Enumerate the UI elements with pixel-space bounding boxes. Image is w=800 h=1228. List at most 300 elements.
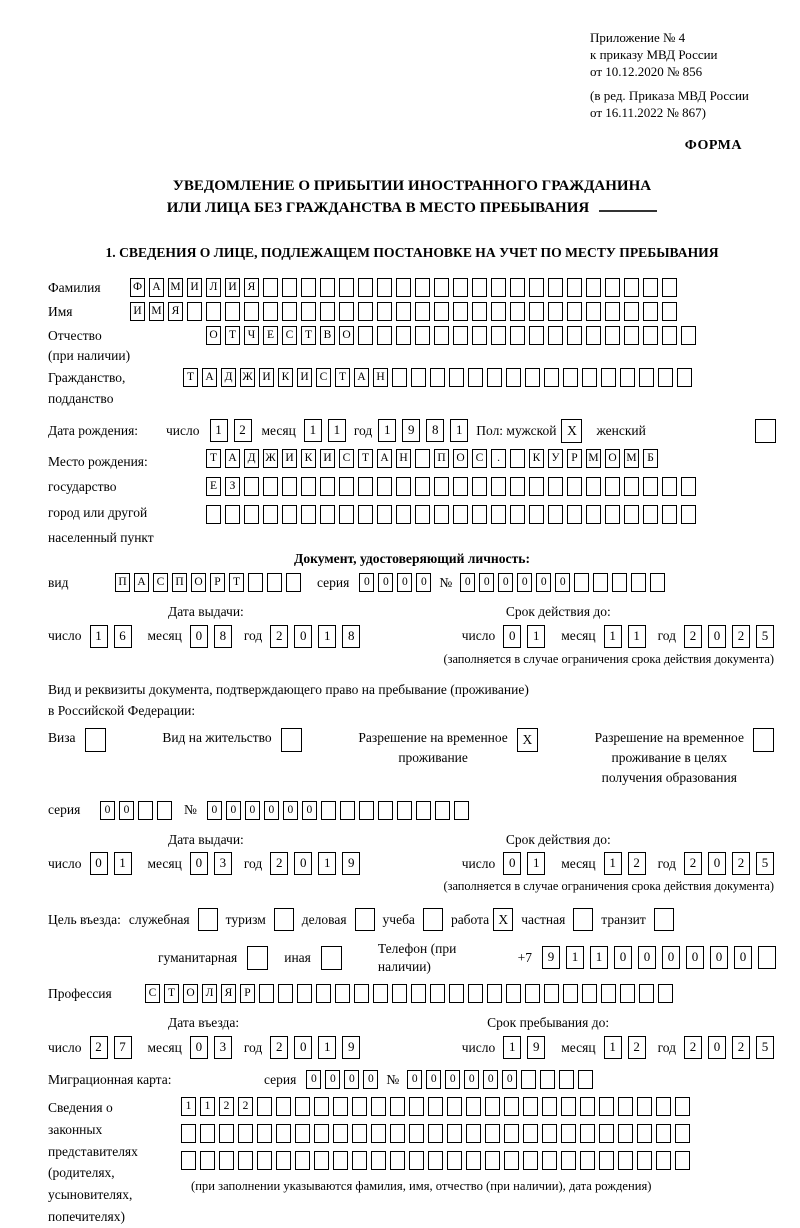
char-box[interactable] — [409, 1124, 424, 1143]
char-box[interactable]: И — [225, 278, 240, 297]
char-box[interactable] — [396, 326, 411, 345]
char-box[interactable]: Б — [643, 449, 658, 468]
char-box[interactable]: С — [316, 368, 331, 387]
char-box[interactable] — [580, 1097, 595, 1116]
char-box[interactable] — [578, 1070, 593, 1089]
char-box[interactable]: Д — [244, 449, 259, 468]
char-box[interactable]: 2 — [732, 852, 750, 875]
char-box[interactable] — [675, 1097, 690, 1116]
char-box[interactable] — [523, 1151, 538, 1170]
char-box[interactable]: К — [278, 368, 293, 387]
char-box[interactable]: 1 — [318, 852, 336, 875]
char-box[interactable] — [200, 1151, 215, 1170]
char-box[interactable] — [656, 1097, 671, 1116]
char-box[interactable]: 9 — [527, 1036, 545, 1059]
char-box[interactable]: 9 — [342, 1036, 360, 1059]
char-box[interactable]: 1 — [90, 625, 108, 648]
char-box[interactable] — [282, 505, 297, 524]
char-box[interactable] — [392, 984, 407, 1003]
char-box[interactable]: 0 — [378, 573, 393, 592]
char-box[interactable] — [582, 368, 597, 387]
char-box[interactable]: Т — [229, 573, 244, 592]
char-box[interactable] — [510, 449, 525, 468]
char-box[interactable] — [548, 278, 563, 297]
char-box[interactable]: И — [320, 449, 335, 468]
char-box[interactable]: 2 — [234, 419, 252, 442]
char-box[interactable] — [529, 302, 544, 321]
char-box[interactable] — [333, 1097, 348, 1116]
char-box[interactable] — [415, 449, 430, 468]
char-box[interactable] — [491, 302, 506, 321]
char-box[interactable] — [643, 278, 658, 297]
char-box[interactable] — [504, 1097, 519, 1116]
char-box[interactable]: Я — [168, 302, 183, 321]
char-box[interactable]: 0 — [226, 801, 241, 820]
char-box[interactable]: 0 — [294, 852, 312, 875]
char-box[interactable] — [525, 984, 540, 1003]
char-box[interactable] — [390, 1151, 405, 1170]
char-box[interactable]: Е — [263, 326, 278, 345]
char-box[interactable] — [510, 505, 525, 524]
char-box[interactable] — [263, 477, 278, 496]
char-box[interactable] — [601, 984, 616, 1003]
char-box[interactable]: 0 — [503, 625, 521, 648]
char-box[interactable]: 0 — [190, 852, 208, 875]
char-box[interactable] — [396, 505, 411, 524]
char-box[interactable] — [561, 1151, 576, 1170]
purpose-other-checkbox[interactable] — [321, 946, 342, 970]
char-box[interactable] — [567, 326, 582, 345]
char-box[interactable]: И — [297, 368, 312, 387]
char-box[interactable]: К — [301, 449, 316, 468]
char-box[interactable] — [472, 477, 487, 496]
char-box[interactable]: 2 — [684, 852, 702, 875]
char-box[interactable] — [567, 505, 582, 524]
char-box[interactable]: 0 — [245, 801, 260, 820]
char-box[interactable] — [643, 505, 658, 524]
char-box[interactable]: 1 — [318, 1036, 336, 1059]
char-box[interactable] — [485, 1097, 500, 1116]
char-box[interactable] — [333, 1124, 348, 1143]
char-box[interactable] — [574, 573, 589, 592]
char-box[interactable] — [248, 573, 263, 592]
char-box[interactable] — [618, 1097, 633, 1116]
char-box[interactable] — [542, 1151, 557, 1170]
char-box[interactable] — [453, 326, 468, 345]
char-box[interactable] — [662, 302, 677, 321]
char-box[interactable] — [563, 984, 578, 1003]
char-box[interactable] — [559, 1070, 574, 1089]
char-box[interactable]: 0 — [344, 1070, 359, 1089]
char-box[interactable] — [339, 477, 354, 496]
char-box[interactable] — [601, 368, 616, 387]
char-box[interactable]: Л — [202, 984, 217, 1003]
char-box[interactable]: 1 — [503, 1036, 521, 1059]
char-box[interactable] — [301, 505, 316, 524]
char-box[interactable] — [396, 278, 411, 297]
char-box[interactable] — [276, 1151, 291, 1170]
char-box[interactable] — [662, 278, 677, 297]
char-box[interactable] — [639, 368, 654, 387]
char-box[interactable] — [643, 477, 658, 496]
char-box[interactable]: А — [202, 368, 217, 387]
char-box[interactable] — [295, 1097, 310, 1116]
char-box[interactable]: Т — [164, 984, 179, 1003]
char-box[interactable] — [352, 1124, 367, 1143]
char-box[interactable] — [544, 368, 559, 387]
char-box[interactable] — [521, 1070, 536, 1089]
char-box[interactable]: Р — [210, 573, 225, 592]
char-box[interactable]: Р — [240, 984, 255, 1003]
char-box[interactable]: 0 — [710, 946, 728, 969]
char-box[interactable] — [358, 326, 373, 345]
char-box[interactable]: 0 — [416, 573, 431, 592]
char-box[interactable] — [238, 1124, 253, 1143]
char-box[interactable] — [244, 477, 259, 496]
char-box[interactable] — [267, 573, 282, 592]
char-box[interactable] — [449, 368, 464, 387]
temp-residence-education-checkbox[interactable] — [753, 728, 774, 752]
char-box[interactable] — [523, 1097, 538, 1116]
char-box[interactable] — [624, 278, 639, 297]
purpose-work-checkbox[interactable]: X — [493, 908, 513, 931]
char-box[interactable] — [491, 505, 506, 524]
char-box[interactable] — [257, 1097, 272, 1116]
char-box[interactable] — [434, 326, 449, 345]
char-box[interactable]: 0 — [445, 1070, 460, 1089]
char-box[interactable] — [605, 302, 620, 321]
char-box[interactable] — [506, 368, 521, 387]
char-box[interactable] — [454, 801, 469, 820]
char-box[interactable] — [206, 302, 221, 321]
char-box[interactable]: 2 — [219, 1097, 234, 1116]
char-box[interactable]: 1 — [378, 419, 396, 442]
char-box[interactable]: 5 — [756, 852, 774, 875]
char-box[interactable] — [449, 984, 464, 1003]
char-box[interactable] — [637, 1097, 652, 1116]
char-box[interactable]: 3 — [214, 852, 232, 875]
char-box[interactable]: В — [320, 326, 335, 345]
char-box[interactable] — [377, 302, 392, 321]
char-box[interactable]: О — [206, 326, 221, 345]
char-box[interactable] — [415, 477, 430, 496]
char-box[interactable] — [624, 302, 639, 321]
char-box[interactable]: Н — [396, 449, 411, 468]
char-box[interactable] — [339, 278, 354, 297]
char-box[interactable]: 0 — [190, 625, 208, 648]
char-box[interactable] — [542, 1097, 557, 1116]
char-box[interactable] — [428, 1151, 443, 1170]
char-box[interactable] — [358, 302, 373, 321]
char-box[interactable] — [225, 505, 240, 524]
char-box[interactable] — [200, 1124, 215, 1143]
char-box[interactable]: И — [282, 449, 297, 468]
char-box[interactable]: С — [282, 326, 297, 345]
char-box[interactable]: О — [453, 449, 468, 468]
char-box[interactable]: 0 — [460, 573, 475, 592]
char-box[interactable] — [411, 984, 426, 1003]
char-box[interactable]: О — [191, 573, 206, 592]
char-box[interactable]: 1 — [590, 946, 608, 969]
char-box[interactable]: 0 — [294, 1036, 312, 1059]
char-box[interactable]: А — [225, 449, 240, 468]
char-box[interactable]: 1 — [200, 1097, 215, 1116]
purpose-private-checkbox[interactable] — [573, 908, 593, 931]
char-box[interactable]: И — [130, 302, 145, 321]
char-box[interactable] — [620, 984, 635, 1003]
char-box[interactable]: Д — [221, 368, 236, 387]
char-box[interactable] — [396, 477, 411, 496]
char-box[interactable] — [631, 573, 646, 592]
char-box[interactable] — [321, 801, 336, 820]
char-box[interactable] — [487, 368, 502, 387]
char-box[interactable] — [612, 573, 627, 592]
char-box[interactable]: 0 — [517, 573, 532, 592]
char-box[interactable]: 2 — [90, 1036, 108, 1059]
char-box[interactable] — [320, 278, 335, 297]
char-box[interactable] — [359, 801, 374, 820]
char-box[interactable] — [320, 477, 335, 496]
char-box[interactable] — [485, 1151, 500, 1170]
char-box[interactable] — [504, 1151, 519, 1170]
char-box[interactable]: 2 — [270, 625, 288, 648]
char-box[interactable] — [447, 1124, 462, 1143]
char-box[interactable]: И — [259, 368, 274, 387]
char-box[interactable] — [352, 1097, 367, 1116]
char-box[interactable] — [354, 984, 369, 1003]
char-box[interactable] — [396, 302, 411, 321]
char-box[interactable] — [658, 368, 673, 387]
char-box[interactable] — [447, 1097, 462, 1116]
char-box[interactable]: Я — [244, 278, 259, 297]
char-box[interactable] — [257, 1151, 272, 1170]
char-box[interactable]: 1 — [566, 946, 584, 969]
char-box[interactable] — [586, 505, 601, 524]
char-box[interactable] — [352, 1151, 367, 1170]
char-box[interactable]: 0 — [119, 801, 134, 820]
char-box[interactable]: 2 — [238, 1097, 253, 1116]
char-box[interactable] — [358, 278, 373, 297]
char-box[interactable] — [582, 984, 597, 1003]
char-box[interactable] — [466, 1151, 481, 1170]
char-box[interactable] — [358, 505, 373, 524]
char-box[interactable] — [586, 302, 601, 321]
char-box[interactable]: 0 — [464, 1070, 479, 1089]
char-box[interactable] — [510, 278, 525, 297]
char-box[interactable] — [567, 477, 582, 496]
char-box[interactable] — [238, 1151, 253, 1170]
char-box[interactable] — [187, 302, 202, 321]
char-box[interactable] — [681, 477, 696, 496]
char-box[interactable]: С — [472, 449, 487, 468]
char-box[interactable]: 0 — [407, 1070, 422, 1089]
char-box[interactable] — [295, 1151, 310, 1170]
char-box[interactable] — [411, 368, 426, 387]
char-box[interactable] — [301, 477, 316, 496]
char-box[interactable]: Н — [373, 368, 388, 387]
char-box[interactable] — [373, 984, 388, 1003]
char-box[interactable] — [658, 984, 673, 1003]
char-box[interactable] — [453, 302, 468, 321]
char-box[interactable] — [390, 1097, 405, 1116]
gender-male-checkbox[interactable]: X — [561, 419, 582, 443]
char-box[interactable]: 1 — [604, 852, 622, 875]
char-box[interactable]: А — [134, 573, 149, 592]
char-box[interactable]: А — [377, 449, 392, 468]
char-box[interactable] — [643, 302, 658, 321]
char-box[interactable] — [428, 1097, 443, 1116]
char-box[interactable]: Т — [335, 368, 350, 387]
char-box[interactable] — [181, 1124, 196, 1143]
char-box[interactable]: 0 — [363, 1070, 378, 1089]
char-box[interactable]: П — [172, 573, 187, 592]
char-box[interactable] — [529, 278, 544, 297]
purpose-business-checkbox[interactable] — [355, 908, 375, 931]
char-box[interactable] — [618, 1151, 633, 1170]
char-box[interactable]: М — [149, 302, 164, 321]
char-box[interactable] — [282, 477, 297, 496]
char-box[interactable] — [377, 326, 392, 345]
char-box[interactable] — [605, 505, 620, 524]
char-box[interactable] — [333, 1151, 348, 1170]
char-box[interactable] — [263, 302, 278, 321]
char-box[interactable]: 2 — [628, 852, 646, 875]
char-box[interactable]: 1 — [181, 1097, 196, 1116]
char-box[interactable] — [434, 278, 449, 297]
char-box[interactable] — [656, 1151, 671, 1170]
char-box[interactable] — [453, 278, 468, 297]
char-box[interactable]: 1 — [604, 1036, 622, 1059]
char-box[interactable]: 0 — [536, 573, 551, 592]
char-box[interactable]: М — [624, 449, 639, 468]
char-box[interactable]: 0 — [306, 1070, 321, 1089]
char-box[interactable]: 0 — [638, 946, 656, 969]
char-box[interactable] — [662, 505, 677, 524]
char-box[interactable]: О — [339, 326, 354, 345]
char-box[interactable]: 0 — [555, 573, 570, 592]
char-box[interactable] — [506, 984, 521, 1003]
char-box[interactable] — [624, 505, 639, 524]
char-box[interactable] — [599, 1097, 614, 1116]
char-box[interactable]: 0 — [479, 573, 494, 592]
char-box[interactable]: 2 — [732, 625, 750, 648]
char-box[interactable]: Р — [567, 449, 582, 468]
char-box[interactable]: 0 — [502, 1070, 517, 1089]
char-box[interactable]: Е — [206, 477, 221, 496]
char-box[interactable] — [282, 278, 297, 297]
char-box[interactable]: 3 — [214, 1036, 232, 1059]
char-box[interactable] — [624, 477, 639, 496]
char-box[interactable]: 8 — [214, 625, 232, 648]
char-box[interactable] — [540, 1070, 555, 1089]
char-box[interactable]: 2 — [684, 1036, 702, 1059]
char-box[interactable] — [681, 326, 696, 345]
char-box[interactable] — [472, 505, 487, 524]
char-box[interactable] — [378, 801, 393, 820]
visa-checkbox[interactable] — [85, 728, 106, 752]
char-box[interactable] — [548, 302, 563, 321]
char-box[interactable] — [301, 302, 316, 321]
char-box[interactable]: Л — [206, 278, 221, 297]
char-box[interactable] — [643, 326, 658, 345]
char-box[interactable]: О — [605, 449, 620, 468]
char-box[interactable] — [624, 326, 639, 345]
char-box[interactable]: 2 — [628, 1036, 646, 1059]
char-box[interactable]: С — [145, 984, 160, 1003]
char-box[interactable]: Т — [206, 449, 221, 468]
char-box[interactable] — [542, 1124, 557, 1143]
char-box[interactable] — [430, 984, 445, 1003]
char-box[interactable] — [276, 1124, 291, 1143]
char-box[interactable]: 0 — [426, 1070, 441, 1089]
char-box[interactable] — [340, 801, 355, 820]
char-box[interactable] — [259, 984, 274, 1003]
char-box[interactable] — [529, 326, 544, 345]
char-box[interactable] — [276, 1097, 291, 1116]
char-box[interactable] — [605, 326, 620, 345]
char-box[interactable] — [472, 278, 487, 297]
char-box[interactable] — [510, 302, 525, 321]
char-box[interactable] — [377, 477, 392, 496]
char-box[interactable] — [605, 278, 620, 297]
char-box[interactable] — [225, 302, 240, 321]
char-box[interactable]: П — [434, 449, 449, 468]
char-box[interactable] — [397, 801, 412, 820]
char-box[interactable]: М — [168, 278, 183, 297]
char-box[interactable]: А — [354, 368, 369, 387]
char-box[interactable] — [561, 1124, 576, 1143]
char-box[interactable] — [510, 477, 525, 496]
char-box[interactable]: 0 — [503, 852, 521, 875]
purpose-humanitarian-checkbox[interactable] — [247, 946, 268, 970]
char-box[interactable]: Т — [301, 326, 316, 345]
char-box[interactable] — [586, 477, 601, 496]
char-box[interactable] — [316, 984, 331, 1003]
char-box[interactable] — [758, 946, 776, 969]
char-box[interactable] — [371, 1097, 386, 1116]
char-box[interactable] — [472, 326, 487, 345]
char-box[interactable] — [263, 278, 278, 297]
char-box[interactable] — [430, 368, 445, 387]
char-box[interactable]: 2 — [270, 852, 288, 875]
char-box[interactable] — [675, 1151, 690, 1170]
char-box[interactable]: О — [183, 984, 198, 1003]
char-box[interactable]: З — [225, 477, 240, 496]
gender-female-checkbox[interactable] — [755, 419, 776, 443]
char-box[interactable] — [286, 573, 301, 592]
char-box[interactable] — [390, 1124, 405, 1143]
char-box[interactable] — [257, 1124, 272, 1143]
char-box[interactable] — [681, 505, 696, 524]
char-box[interactable] — [447, 1151, 462, 1170]
char-box[interactable] — [435, 801, 450, 820]
char-box[interactable] — [586, 326, 601, 345]
char-box[interactable]: 1 — [527, 625, 545, 648]
char-box[interactable]: 0 — [325, 1070, 340, 1089]
char-box[interactable] — [415, 302, 430, 321]
char-box[interactable]: 0 — [483, 1070, 498, 1089]
char-box[interactable]: Т — [225, 326, 240, 345]
char-box[interactable] — [593, 573, 608, 592]
char-box[interactable]: 0 — [359, 573, 374, 592]
char-box[interactable]: 6 — [114, 625, 132, 648]
char-box[interactable] — [637, 1151, 652, 1170]
char-box[interactable]: Ф — [130, 278, 145, 297]
char-box[interactable] — [468, 368, 483, 387]
char-box[interactable] — [377, 278, 392, 297]
char-box[interactable] — [219, 1124, 234, 1143]
char-box[interactable] — [618, 1124, 633, 1143]
